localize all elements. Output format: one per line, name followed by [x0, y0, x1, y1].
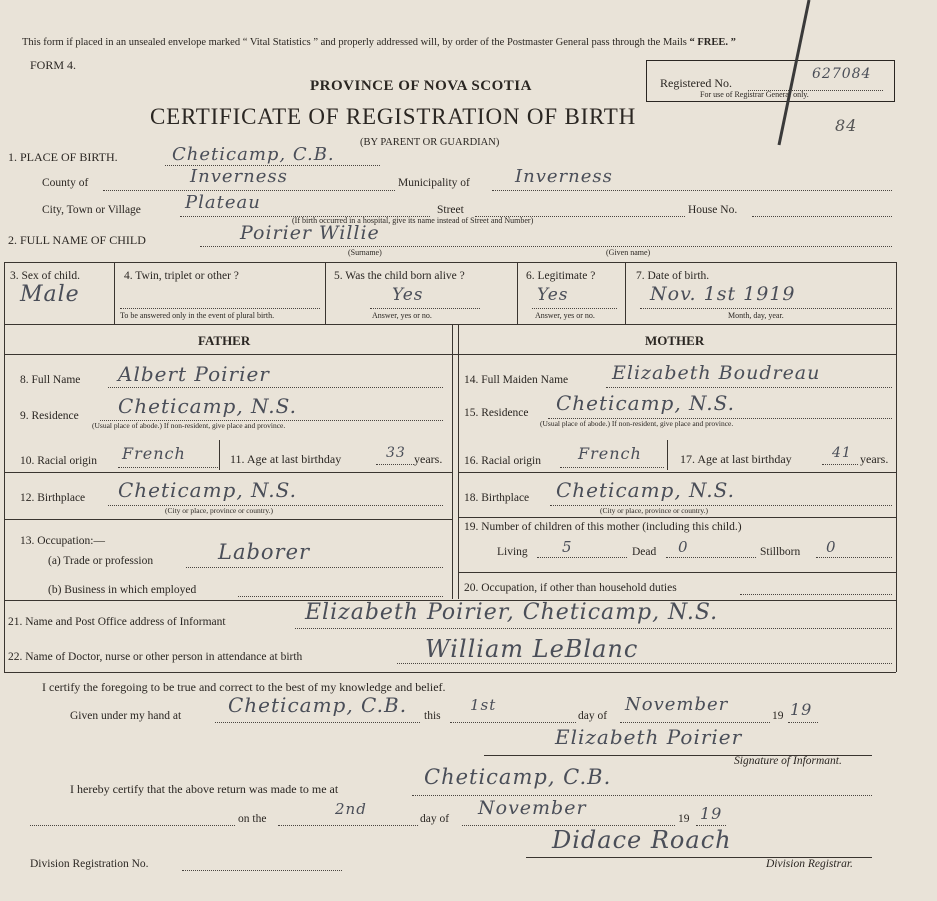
mother-heading: MOTHER — [645, 333, 705, 348]
given-name-caption: (Given name) — [606, 248, 651, 257]
father-birthplace-value: Cheticamp, N.S. — [118, 478, 297, 502]
father-racial-value: French — [122, 444, 186, 463]
father-birthplace-label: 12. Birthplace — [20, 492, 86, 504]
registrar-signature: Didace Roach — [552, 826, 732, 854]
informant-signature-caption: Signature of Informant. — [734, 755, 842, 767]
doctor-label: 22. Name of Doctor, nurse or other person in attendance at birth — [8, 651, 303, 663]
mother-racial-value: French — [578, 444, 642, 463]
mother-birthplace-label: 18. Birthplace — [464, 492, 530, 504]
given-day-of-label: day of — [578, 710, 608, 722]
given-year-value: 19 — [790, 700, 813, 719]
legitimate-note: Answer, yes or no. — [535, 311, 595, 320]
registrar-statement: I hereby certify that the above return was made to me at — [70, 782, 339, 796]
pen-stroke — [775, 0, 815, 150]
sex-label: 3. Sex of child. — [10, 270, 80, 282]
father-heading: FATHER — [198, 333, 251, 348]
mother-age-label: 17. Age at last birthday — [680, 452, 792, 466]
living-label: Living — [497, 546, 528, 558]
mother-racial-label: 16. Racial origin — [464, 455, 541, 467]
given-year-prefix: 19 — [772, 710, 784, 722]
county-label: County of — [42, 177, 89, 189]
notice-free: “ FREE. ” — [689, 37, 736, 48]
mother-birthplace-value: Cheticamp, N.S. — [556, 478, 735, 502]
street-label: Street — [437, 204, 464, 216]
mother-age-unit: years. — [860, 452, 889, 466]
mother-occupation-label: 20. Occupation, if other than household duties — [464, 582, 677, 594]
mother-name-label: 14. Full Maiden Name — [464, 374, 569, 386]
legitimate-label: 6. Legitimate ? — [526, 270, 596, 282]
registered-number: 627084 — [812, 66, 872, 82]
father-name-label: 8. Full Name — [20, 374, 81, 386]
twin-note: To be answered only in the event of plural birth. — [120, 311, 275, 320]
division-registration-label: Division Registration No. — [30, 858, 149, 870]
mother-children-label: 19. Number of children of this mother (including this child.) — [464, 521, 742, 533]
place-of-birth-label: 1. PLACE OF BIRTH. — [8, 150, 118, 164]
on-the-label: on the — [238, 813, 267, 825]
born-alive-value: Yes — [392, 285, 424, 305]
doctor-value: William LeBlanc — [425, 635, 639, 663]
legitimate-value: Yes — [537, 285, 569, 305]
house-no-label: House No. — [688, 204, 738, 216]
father-racial-label: 10. Racial origin — [20, 455, 97, 467]
dob-value: Nov. 1st 1919 — [650, 283, 796, 305]
father-residence-note: (Usual place of abode.) If non-resident, give place and province. — [92, 421, 286, 430]
given-label: Given under my hand at — [70, 710, 182, 722]
father-business-label: (b) Business in which employed — [48, 584, 197, 596]
registrar-signature-caption: Division Registrar. — [766, 858, 853, 870]
notice-text: This form if placed in an unsealed envelope marked — [22, 37, 241, 48]
registered-label: Registered No. — [660, 76, 732, 90]
province-heading: PROVINCE OF NOVA SCOTIA — [310, 78, 532, 94]
given-day-value: 1st — [470, 696, 497, 714]
father-residence-value: Cheticamp, N.S. — [118, 394, 297, 418]
registrar-year-value: 19 — [700, 804, 723, 823]
born-alive-label: 5. Was the child born alive ? — [334, 270, 465, 282]
dead-value: 0 — [678, 538, 689, 556]
informant-label: 21. Name and Post Office address of Informant — [8, 616, 226, 628]
registrar-day-value: 2nd — [335, 800, 367, 818]
notice-text-2: and properly addressed will, by order of the Postmaster General pass through the Mails — [320, 37, 687, 48]
registrar-year-prefix: 19 — [678, 813, 690, 825]
county-value: Inverness — [190, 166, 288, 187]
father-birthplace-note: (City or place, province or country.) — [165, 506, 274, 515]
given-month-value: November — [625, 694, 729, 715]
father-trade-label: (a) Trade or profession — [48, 555, 154, 567]
mother-residence-value: Cheticamp, N.S. — [556, 391, 735, 415]
twin-label: 4. Twin, triplet or other ? — [124, 270, 239, 282]
sex-value: Male — [20, 282, 80, 307]
dob-label: 7. Date of birth. — [636, 270, 710, 282]
born-alive-note: Answer, yes or no. — [372, 311, 432, 320]
father-residence-label: 9. Residence — [20, 410, 79, 422]
father-name-value: Albert Poirier — [118, 362, 270, 386]
hospital-note: (If birth occurred in a hospital, give its name instead of Street and Number) — [292, 216, 534, 225]
municipality-label: Municipality of — [398, 177, 470, 189]
stillborn-label: Stillborn — [760, 546, 801, 558]
stillborn-value: 0 — [826, 538, 837, 556]
certify-statement: I certify the foregoing to be true and correct to the best of my knowledge and belief. — [42, 680, 446, 694]
mother-name-value: Elizabeth Boudreau — [612, 362, 821, 384]
father-trade-value: Laborer — [218, 540, 311, 564]
postal-notice — [22, 37, 736, 48]
registrar-place-value: Cheticamp, C.B. — [424, 765, 612, 789]
father-age-label: 11. Age at last birthday — [230, 452, 342, 466]
form-number: FORM 4. — [30, 58, 77, 72]
city-value: Plateau — [185, 192, 261, 213]
child-name-value: Poirier Willie — [240, 222, 380, 244]
notice-vital-statistics: “ Vital Statistics ” — [242, 37, 319, 48]
informant-value: Elizabeth Poirier, Cheticamp, N.S. — [305, 600, 719, 625]
living-value: 5 — [562, 538, 573, 556]
certificate-title: CERTIFICATE OF REGISTRATION OF BIRTH — [150, 104, 637, 129]
mother-age-value: 41 — [832, 445, 852, 461]
mother-residence-note: (Usual place of abode.) If non-resident, give place and province. — [540, 419, 734, 428]
this-label: this — [424, 710, 441, 722]
dob-note: Month, day, year. — [728, 311, 784, 320]
registrar-month-value: November — [478, 797, 587, 819]
surname-caption: (Surname) — [348, 248, 382, 257]
given-place-value: Cheticamp, C.B. — [228, 693, 408, 717]
father-age-unit: years. — [414, 452, 443, 466]
municipality-value: Inverness — [515, 166, 613, 187]
city-label: City, Town or Village — [42, 204, 141, 216]
certificate-subtitle: (BY PARENT OR GUARDIAN) — [360, 137, 500, 148]
corner-mark: 84 — [835, 116, 858, 135]
dead-label: Dead — [632, 546, 657, 558]
mother-birthplace-note: (City or place, province or country.) — [600, 506, 709, 515]
informant-signature: Elizabeth Poirier — [555, 725, 743, 749]
registrar-day-of-label: day of — [420, 813, 450, 825]
father-age-value: 33 — [386, 445, 406, 461]
mother-residence-label: 15. Residence — [464, 407, 529, 419]
registrar-note: For use of Registrar General only. — [700, 90, 809, 99]
place-of-birth-value: Cheticamp, C.B. — [172, 144, 335, 165]
child-name-label: 2. FULL NAME OF CHILD — [8, 233, 146, 247]
father-occupation-label: 13. Occupation:— — [20, 535, 105, 547]
